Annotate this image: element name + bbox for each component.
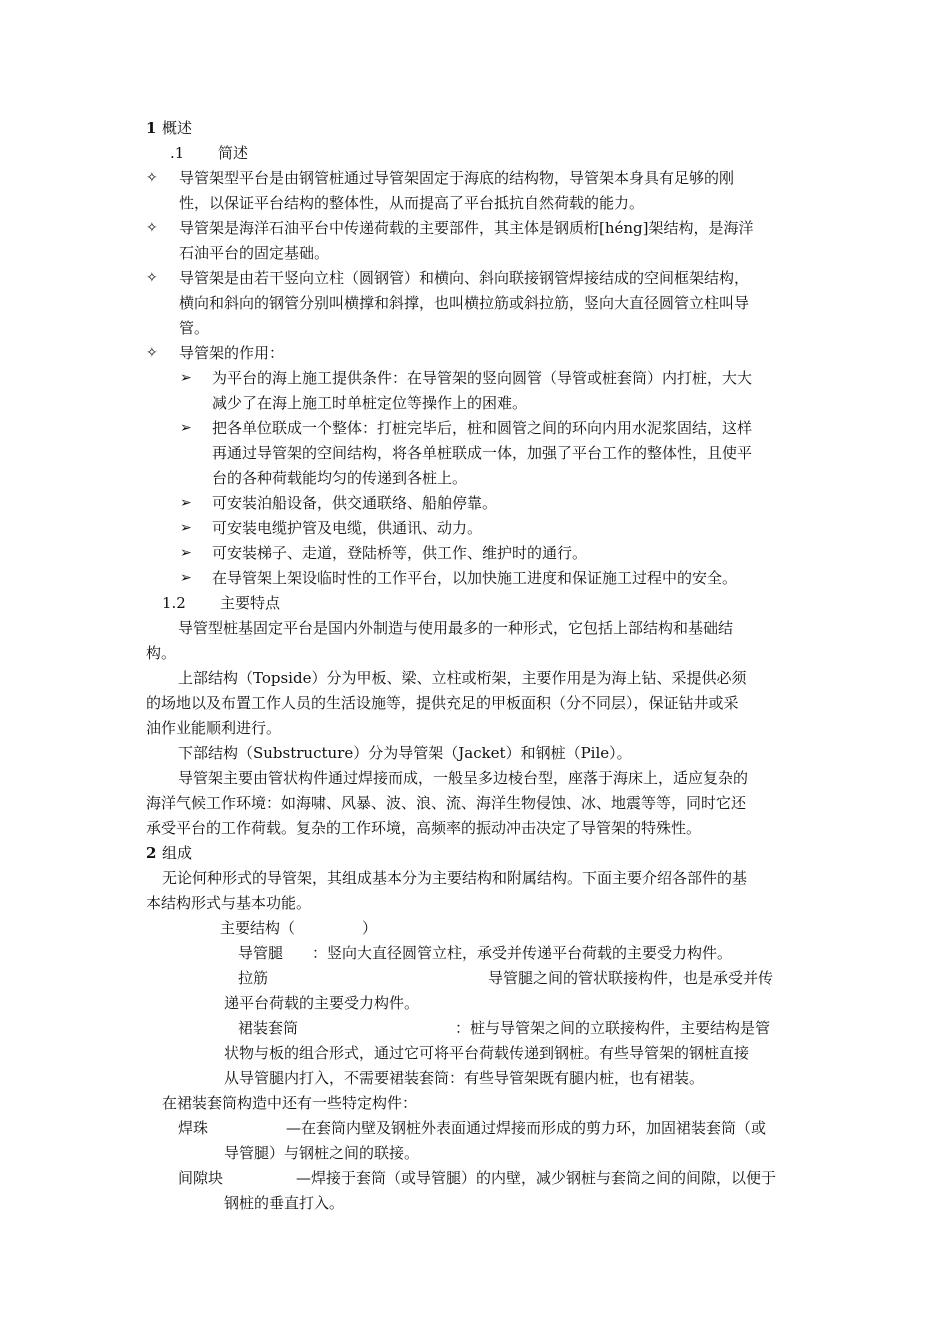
arrow-item-text: 台的各种荷载能均匀的传递到各桩上。: [212, 469, 468, 487]
subsection-number: 1.2: [162, 594, 186, 612]
arrow-bullet-icon: ➢: [180, 570, 192, 586]
term-desc: 状物与板的组合形式，通过它可将平台荷载传递到钢桩。有些导管架的钢桩直接: [224, 1044, 750, 1062]
term-desc: ：桩与导管架之间的立联接构件，主要结构是管: [455, 1019, 771, 1037]
paragraph-line: 导管架主要由管状构件通过焊接而成，一般呈多边棱台型，座落于海床上，适应复杂的: [178, 769, 749, 787]
subsection-title: 简述: [218, 144, 249, 162]
term-desc: 从导管腿内打入，不需要裙装套筒：有些导管架既有腿内桩，也有裙装。: [224, 1069, 705, 1087]
arrow-item-text: 再通过导管架的空间结构，将各单桩联成一体，加强了平台工作的整体性，且使平: [212, 444, 753, 462]
subsection-number: .1: [170, 144, 185, 162]
section-number: 1: [146, 119, 157, 137]
paragraph-line: 下部结构（Substructure）分为导管架（Jacket）和钢桩（Pile）。: [178, 744, 632, 762]
main-structure-close: ）: [362, 919, 378, 937]
paragraph-line: 海洋气候工作环境：如海啸、风暴、波、浪、流、海洋生物侵蚀、冰、地震等等，同时它还: [146, 794, 747, 812]
paragraph-line: 导管型桩基固定平台是国内外制造与使用最多的一种形式，它包括上部结构和基础结: [178, 619, 734, 637]
subsection-title: 主要特点: [220, 594, 281, 612]
section-title: 概述: [162, 119, 193, 137]
arrow-item-text: 可安装电缆护管及电缆，供通讯、动力。: [212, 519, 483, 537]
bullet-text: 导管架的作用：: [179, 344, 285, 362]
bullet-text: 导管架是海洋石油平台中传递荷载的主要部件，其主体是钢质桁[héng]架结构，是海洋: [179, 219, 754, 237]
diamond-bullet-icon: ✧: [146, 220, 158, 236]
diamond-bullet-icon: ✧: [146, 270, 158, 286]
arrow-item-text: 减少了在海上施工时单桩定位等操作上的困难。: [212, 394, 528, 412]
term-desc: —焊接于套筒（或导管腿）的内壁，减少钢桩与套筒之间的间隙，以便于: [296, 1169, 777, 1187]
diamond-bullet-icon: ✧: [146, 170, 158, 186]
arrow-bullet-icon: ➢: [180, 495, 192, 511]
paragraph-line: 本结构形式与基本功能。: [146, 894, 312, 912]
paragraph-line: 上部结构（Topside）分为甲板、梁、立柱或桁架，主要作用是为海上钻、采提供必须: [178, 669, 747, 687]
arrow-item-text: 可安装梯子、走道，登陆桥等，供工作、维护时的通行。: [212, 544, 588, 562]
paragraph-line: 承受平台的工作荷载。复杂的工作环境，高频率的振动冲击决定了导管架的特殊性。: [146, 819, 702, 837]
paragraph-line: 的场地以及布置工作人员的生活设施等，提供充足的甲板面积（分不同层），保证钻井或采: [146, 694, 739, 712]
bullet-text: 横向和斜向的钢管分别叫横撑和斜撑，也叫横拉筋或斜拉筋，竖向大直径圆管立柱叫导: [179, 294, 750, 312]
diamond-bullet-icon: ✧: [146, 345, 158, 361]
term-name: 间隙块: [178, 1169, 224, 1187]
term-desc: —在套筒内壁及钢桩外表面通过焊接而形成的剪力环，加固裙装套筒（或: [286, 1119, 767, 1137]
arrow-bullet-icon: ➢: [180, 520, 192, 536]
paragraph-line: 无论何种形式的导管架，其组成基本分为主要结构和附属结构。下面主要介绍各部件的基: [162, 869, 748, 887]
term-name: 裙装套筒: [238, 1019, 299, 1037]
term-desc: 递平台荷载的主要受力构件。: [224, 994, 420, 1012]
arrow-item-text: 为平台的海上施工提供条件：在导管架的竖向圆管（导管或桩套筒）内打桩，大大: [212, 369, 753, 387]
paragraph-line: 构。: [146, 644, 177, 662]
main-structure-label: 主要结构（: [220, 919, 296, 937]
section-title: 组成: [162, 844, 193, 862]
bullet-text: 导管架是由若干竖向立柱（圆钢管）和横向、斜向联接钢管焊接结成的空间框架结构，: [179, 269, 750, 287]
arrow-item-text: 可安装泊船设备，供交通联络、船舶停靠。: [212, 494, 498, 512]
bullet-text: 导管架型平台是由钢管桩通过导管架固定于海底的结构物，导管架本身具有足够的刚: [179, 169, 735, 187]
term-desc: 钢桩的垂直打入。: [224, 1194, 345, 1212]
term-desc: 导管腿）与钢桩之间的联接。: [224, 1144, 420, 1162]
term-name: 焊珠: [178, 1119, 209, 1137]
bullet-text: 性，以保证平台结构的整体性，从而提高了平台抵抗自然荷载的能力。: [179, 194, 645, 212]
term-desc: ：竖向大直径圆管立柱，承受并传递平台荷载的主要受力构件。: [312, 944, 733, 962]
arrow-bullet-icon: ➢: [180, 545, 192, 561]
arrow-bullet-icon: ➢: [180, 420, 192, 436]
paragraph-line: 在裙装套筒构造中还有一些特定构件：: [162, 1094, 418, 1112]
arrow-bullet-icon: ➢: [180, 370, 192, 386]
paragraph-line: 油作业能顺利进行。: [146, 719, 282, 737]
term-desc: 导管腿之间的管状联接构件，也是承受并传: [488, 969, 774, 987]
arrow-item-text: 在导管架上架设临时性的工作平台，以加快施工进度和保证施工过程中的安全。: [212, 569, 738, 587]
section-number: 2: [146, 844, 157, 862]
term-name: 导管腿: [238, 944, 284, 962]
term-name: 拉筋: [238, 969, 269, 987]
bullet-text: 石油平台的固定基础。: [179, 244, 330, 262]
bullet-text: 管。: [179, 319, 210, 337]
arrow-item-text: 把各单位联成一个整体：打桩完毕后，桩和圆管之间的环向内用水泥浆固结，这样: [212, 419, 753, 437]
